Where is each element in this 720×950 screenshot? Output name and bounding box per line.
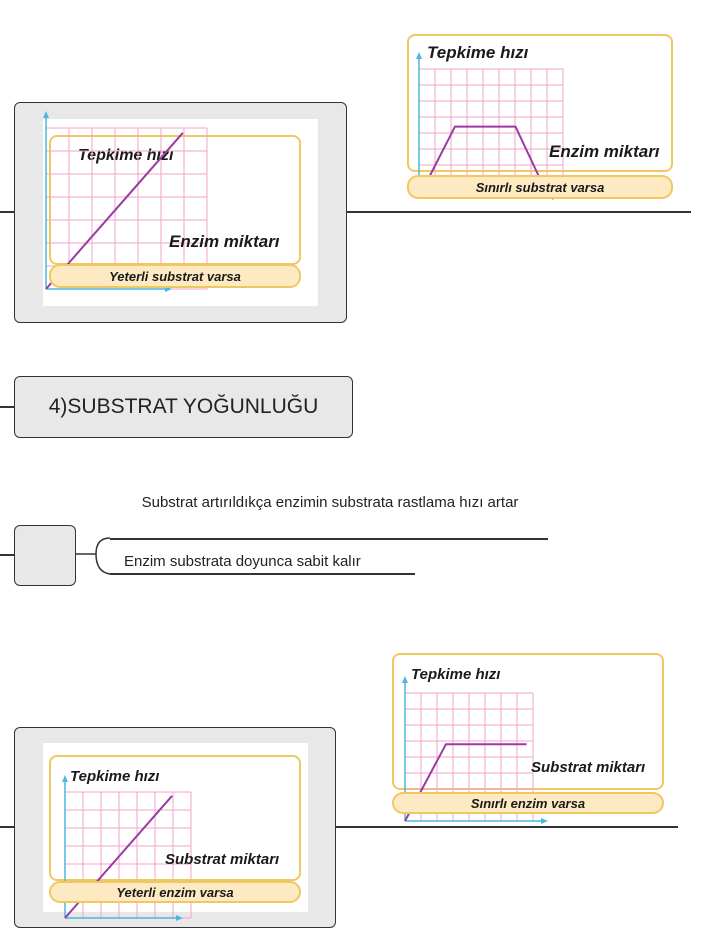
caption-label: Yeterli substrat varsa: [49, 264, 301, 288]
x-axis-label: Substrat miktarı: [165, 851, 280, 868]
graph-card-limited-enzyme: [388, 652, 668, 822]
x-axis-label: Enzim miktarı: [169, 232, 280, 251]
caption-label: Sınırlı substrat varsa: [407, 175, 673, 199]
y-axis-label: Tepkime hızı: [427, 43, 529, 62]
graph-card-sufficient-enzyme: [43, 743, 308, 912]
graph-card-limited-substrate: [401, 32, 676, 206]
branch-node[interactable]: [14, 525, 76, 586]
branch-line-first: [110, 538, 548, 540]
graph-card-sufficient-substrate: [43, 119, 318, 306]
y-axis-label: Tepkime hızı: [411, 666, 501, 683]
heading-text: 4)SUBSTRAT YOĞUNLUĞU: [48, 395, 319, 418]
y-axis-arrow: [402, 676, 408, 683]
y-axis-arrow: [62, 775, 68, 782]
branch-text-first: Substrat artırıldıkça enzimin substrata rastlama hızı artar: [141, 494, 519, 511]
caption-label: Yeterli enzim varsa: [49, 881, 301, 903]
x-axis-label: Substrat miktarı: [531, 759, 646, 776]
connector-line-1: [347, 211, 691, 213]
branch-text-second: Enzim substrata doyunca sabit kalır: [124, 553, 361, 570]
y-axis-arrow: [416, 52, 422, 59]
y-axis-label: Tepkime hızı: [78, 147, 174, 164]
branch-line-second: [110, 573, 415, 575]
connector-line-4: [336, 826, 678, 828]
caption-label: Sınırlı enzim varsa: [392, 792, 664, 814]
x-axis-arrow: [541, 818, 548, 824]
y-axis-label: Tepkime hızı: [70, 768, 160, 785]
section-heading[interactable]: [14, 376, 353, 438]
x-axis-label: Enzim miktarı: [549, 142, 660, 161]
